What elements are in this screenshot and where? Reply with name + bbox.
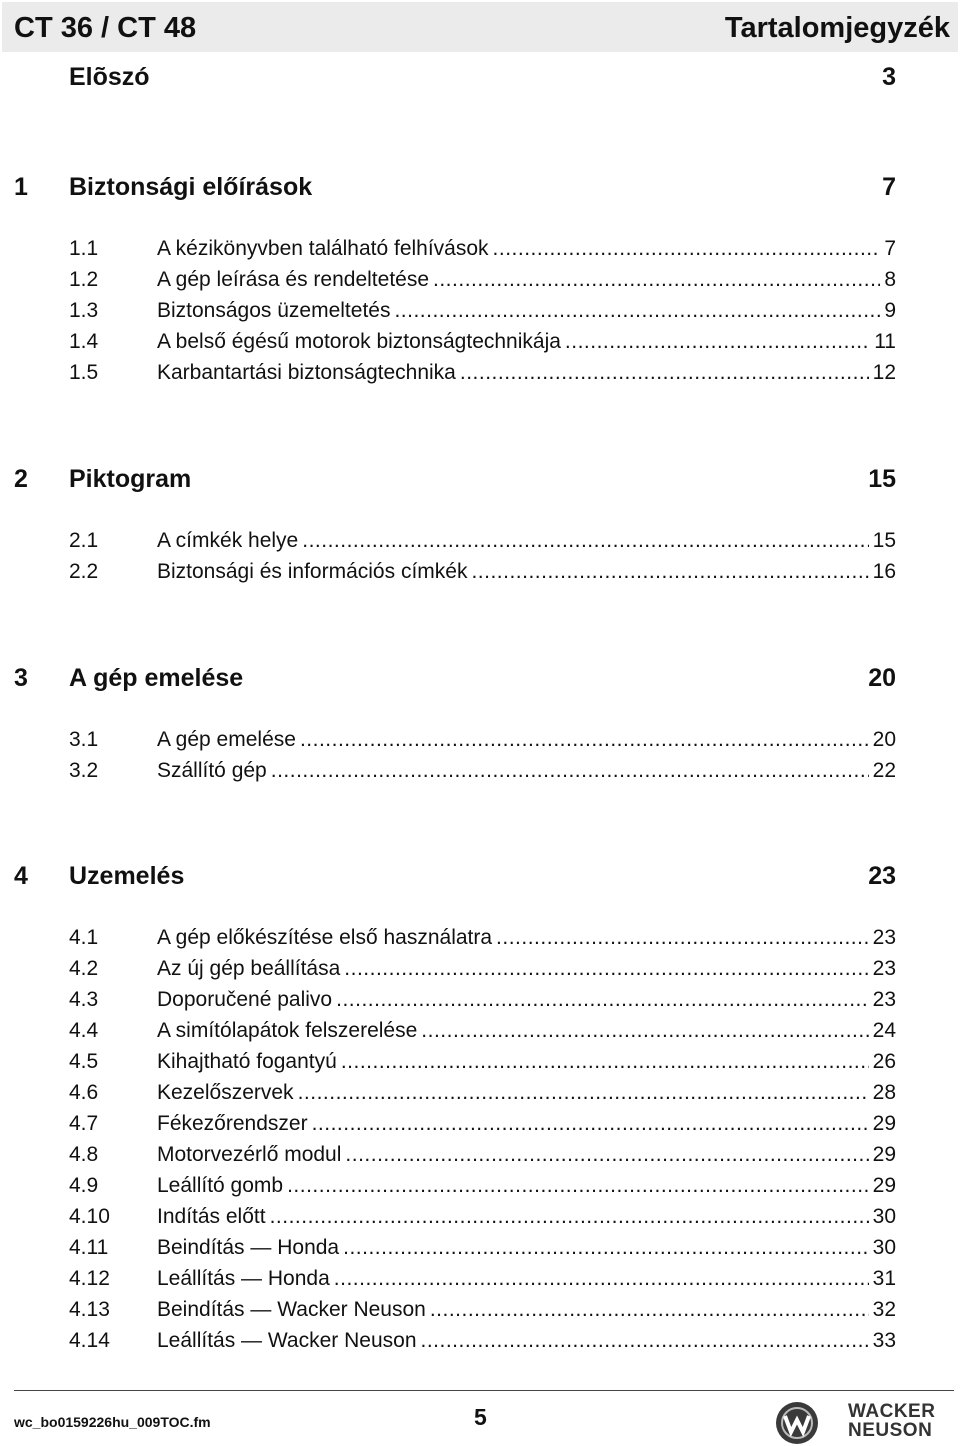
logo-line-2: NEUSON: [848, 1420, 933, 1441]
toc-chapter[interactable]: [0, 173, 960, 207]
toc-section-number: 4.12: [69, 1267, 110, 1290]
toc-section[interactable]: [0, 560, 960, 588]
dot-leader: [341, 1050, 869, 1074]
toc-chapter-number: 2: [14, 465, 28, 493]
dot-leader: [496, 926, 869, 950]
toc-section-title: Karbantartási biztonságtechnika: [157, 361, 456, 384]
toc-section-number: 4.2: [69, 957, 99, 980]
toc-section-page: 16: [872, 560, 896, 583]
toc-section[interactable]: [0, 728, 960, 756]
toc-section-page: 33: [872, 1329, 896, 1352]
toc-section[interactable]: [0, 1019, 960, 1047]
dot-leader: [343, 1236, 869, 1260]
toc-section-number: 3.1: [69, 728, 99, 751]
toc-chapter-page: 7: [882, 173, 896, 201]
dot-leader: [471, 560, 868, 584]
toc-section-page: 23: [872, 926, 896, 949]
toc-section-page: 23: [872, 988, 896, 1011]
toc-section[interactable]: [0, 1143, 960, 1171]
footer-filename: wc_bo0159226hu_009TOC.fm: [14, 1414, 211, 1430]
toc-section-number: 4.9: [69, 1174, 99, 1197]
toc-section-page: 29: [872, 1143, 896, 1166]
toc-chapter[interactable]: [0, 664, 960, 698]
toc-section-number: 4.1: [69, 926, 99, 949]
toc-section[interactable]: [0, 1205, 960, 1233]
dot-leader: [271, 759, 869, 783]
toc-section-page: 30: [872, 1205, 896, 1228]
toc-section-title: Leállító gomb: [157, 1174, 284, 1197]
dot-leader: [394, 299, 880, 323]
toc-section-title: Leállítás — Honda: [157, 1267, 330, 1290]
toc-section[interactable]: [0, 1267, 960, 1295]
footer-divider: [14, 1390, 954, 1391]
toc-section[interactable]: [0, 330, 960, 358]
toc-chapter-number: 3: [14, 664, 28, 692]
toc-chapter-number: 4: [14, 862, 28, 890]
dot-leader: [460, 361, 869, 385]
page-header: [2, 2, 958, 52]
toc-section-title: A kézikönyvben található felhívások: [157, 237, 489, 260]
toc-section[interactable]: [0, 237, 960, 265]
toc-section-title: Kihajtható fogantyú: [157, 1050, 337, 1073]
toc-section-number: 4.5: [69, 1050, 99, 1073]
toc-section-number: 1.2: [69, 268, 99, 291]
toc-section[interactable]: [0, 1236, 960, 1264]
toc-section-title: A gép leírása és rendeltetése: [157, 268, 430, 291]
dot-leader: [302, 529, 868, 553]
toc-section-page: 11: [874, 330, 896, 353]
wacker-neuson-w-logo-icon: [776, 1402, 818, 1444]
toc-section-number: 2.2: [69, 560, 99, 583]
dot-leader: [312, 1112, 869, 1136]
dot-leader: [287, 1174, 869, 1198]
dot-leader: [421, 1019, 868, 1043]
toc-chapter-page: 3: [882, 63, 896, 91]
toc-chapter-title: Elõszó: [69, 63, 150, 91]
toc-section-title: Szállító gép: [157, 759, 267, 782]
dot-leader: [421, 1329, 869, 1353]
toc-section[interactable]: [0, 1174, 960, 1202]
toc-section-title: Az új gép beállítása: [157, 957, 341, 980]
toc-section-page: 23: [872, 957, 896, 980]
toc-section-title: A belső égésű motorok biztonságtechnikája: [157, 330, 561, 353]
toc-section-page: 28: [872, 1081, 896, 1104]
logo-line-1: WACKER: [848, 1401, 936, 1422]
toc-chapter-number: 1: [14, 173, 28, 201]
toc-section-number: 4.3: [69, 988, 99, 1011]
toc-section-page: 20: [872, 728, 896, 751]
toc-section-page: 15: [872, 529, 896, 552]
dot-leader: [493, 237, 881, 261]
toc-section-number: 4.8: [69, 1143, 99, 1166]
toc-section-number: 4.10: [69, 1205, 110, 1228]
toc-section-page: 26: [872, 1050, 896, 1073]
document-code: CT 36 / CT 48: [14, 12, 197, 44]
toc-chapter-title: Biztonsági előírások: [69, 173, 313, 201]
toc-chapter-title: A gép emelése: [69, 664, 244, 692]
dot-leader: [336, 988, 869, 1012]
toc-section[interactable]: [0, 957, 960, 985]
toc-section-page: 31: [872, 1267, 896, 1290]
toc-section-title: A címkék helye: [157, 529, 299, 552]
toc-chapter[interactable]: [0, 862, 960, 896]
footer-page-number: 5: [474, 1404, 487, 1430]
toc-section-number: 1.1: [69, 237, 99, 260]
toc-section-number: 4.7: [69, 1112, 99, 1135]
dot-leader: [344, 957, 868, 981]
toc-chapter-page: 15: [868, 465, 896, 493]
toc-section-title: Beindítás — Honda: [157, 1236, 340, 1259]
toc-section-page: 7: [884, 237, 896, 260]
toc-section-title: Leállítás — Wacker Neuson: [157, 1329, 417, 1352]
toc-chapter[interactable]: [0, 465, 960, 499]
toc-section-title: Motorvezérlő modul: [157, 1143, 342, 1166]
toc-section[interactable]: [0, 926, 960, 954]
toc-section-page: 22: [872, 759, 896, 782]
toc-section-page: 24: [872, 1019, 896, 1042]
toc-chapter-title: Piktogram: [69, 465, 192, 493]
toc-section-page: 30: [872, 1236, 896, 1259]
toc-section[interactable]: [0, 1112, 960, 1140]
toc-section[interactable]: [0, 268, 960, 296]
company-logo: [776, 1402, 956, 1444]
toc-foreword[interactable]: [0, 63, 960, 97]
toc-section[interactable]: [0, 1050, 960, 1078]
dot-leader: [334, 1267, 869, 1291]
toc-section-number: 3.2: [69, 759, 99, 782]
toc-section-number: 1.5: [69, 361, 99, 384]
toc-section-title: Doporučené palivo: [157, 988, 333, 1011]
toc-section[interactable]: [0, 988, 960, 1016]
toc-section-title: Beindítás — Wacker Neuson: [157, 1298, 426, 1321]
dot-leader: [300, 728, 869, 752]
toc-chapter-page: 20: [868, 664, 896, 692]
toc-section[interactable]: [0, 1329, 960, 1357]
dot-leader: [298, 1081, 869, 1105]
toc-section-title: Biztonsági és információs címkék: [157, 560, 468, 583]
toc-section-number: 4.4: [69, 1019, 99, 1042]
toc-section[interactable]: [0, 299, 960, 327]
dot-leader: [270, 1205, 869, 1229]
toc-section-number: 1.3: [69, 299, 99, 322]
toc-section-title: Biztonságos üzemeltetés: [157, 299, 391, 322]
toc-section-title: A simítólapátok felszerelése: [157, 1019, 418, 1042]
toc-section[interactable]: [0, 529, 960, 557]
toc-section-page: 9: [884, 299, 896, 322]
toc-section-number: 2.1: [69, 529, 99, 552]
toc-section-title: A gép emelése: [157, 728, 296, 751]
toc-section-number: 4.11: [69, 1236, 109, 1259]
toc-section[interactable]: [0, 1298, 960, 1326]
toc-section-number: 1.4: [69, 330, 99, 353]
toc-section-page: 29: [872, 1174, 896, 1197]
toc-section-title: Kezelőszervek: [157, 1081, 294, 1104]
toc-section[interactable]: [0, 759, 960, 787]
toc-section-number: 4.6: [69, 1081, 99, 1104]
toc-section-title: A gép előkészítése első használatra: [157, 926, 493, 949]
dot-leader: [565, 330, 870, 354]
toc-chapter-title: Uzemelés: [69, 862, 185, 890]
toc-section-title: Indítás előtt: [157, 1205, 266, 1228]
toc-section-number: 4.14: [69, 1329, 110, 1352]
toc-chapter-page: 23: [868, 862, 896, 890]
toc-section-title: Fékezőrendszer: [157, 1112, 308, 1135]
logo-wordmark: [848, 1402, 935, 1440]
toc-section-page: 29: [872, 1112, 896, 1135]
toc-section-page: 12: [872, 361, 896, 384]
toc-section-page: 32: [872, 1298, 896, 1321]
toc-section[interactable]: [0, 361, 960, 389]
toc-section-page: 8: [884, 268, 896, 291]
toc-section-number: 4.13: [69, 1298, 110, 1321]
dot-leader: [430, 1298, 869, 1322]
page-title: Tartalomjegyzék: [724, 12, 950, 44]
dot-leader: [345, 1143, 868, 1167]
toc-section[interactable]: [0, 1081, 960, 1109]
dot-leader: [433, 268, 880, 292]
